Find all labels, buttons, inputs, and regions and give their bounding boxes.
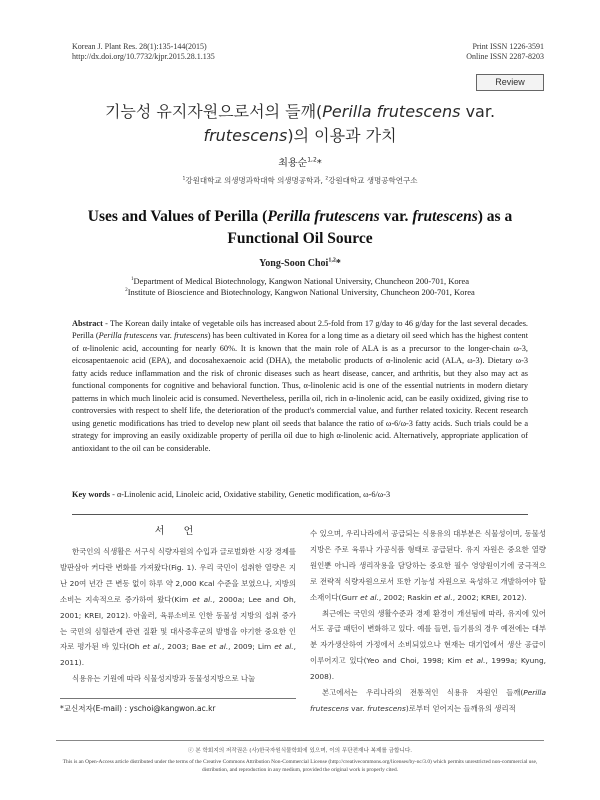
journal-header-left bbox=[72, 42, 215, 62]
english-aff1-line bbox=[70, 276, 530, 287]
right-p1-etal1: et al. bbox=[360, 592, 379, 602]
doi-link[interactable]: http://dx.doi.org/10.7732/kjpr.2015.28.1.135 bbox=[72, 52, 215, 61]
english-author-star: * bbox=[335, 258, 341, 269]
left-p1-etal2: et al. bbox=[142, 642, 162, 652]
journal-citation: Korean J. Plant Res. 28(1):135-144(2015) bbox=[72, 42, 207, 51]
english-author bbox=[0, 258, 600, 269]
right-paragraph-2 bbox=[310, 606, 546, 686]
left-p1-etal3: et al. bbox=[208, 642, 229, 652]
right-paragraph-3 bbox=[310, 685, 546, 717]
review-badge: Review bbox=[476, 74, 544, 91]
right-p3-species: Perilla frutescens bbox=[310, 688, 546, 713]
right-p3-a: 본고에서는 우리나라의 전통적인 식용유 자원인 들깨( bbox=[322, 688, 524, 698]
abstract-text-c: ) has been cultivated in Korea for a long time as a dietary oil seed which has the highest content of α-linolenic acid, accounting for nearly 60%. It is known that the main role of ALA is as a precursor to the longer-chain ω-3, eicosapentaenoic acid (EPA), and docosahexaenoic acid (DHA), the metabolic products of α-linolenic acid (ALA, ω-3). Dietary ω-3 fatty acids reduce inflammation and the risk of chronic diseases such as heart disease, cancer, and arthritis, but they also may act as functional components for cognitive and behavioral function. Thus, α-linolenic acid is one of the essential nutrients in modern dietary patterns in which much linoleic acid is consumed. Nevertheless, perilla oil, rich in α-linolenic acid, can be easily oxidized, giving rise to controversies with respect to shelf life, the deterioration of the product's commercial value, and further related toxicity. Recent research using genetic modifications has tried to develop new plant oil seeds that balance the ratio of ω-6/ω-3 fatty acids. Such trials could be a strategy for improving an easily oxidizable property of perilla oil due to high α-linolenic acid. Alternatively, appropriate application of antioxidant to the oil can be considerable. bbox=[72, 331, 528, 453]
license-notice: This is an Open-Access article distributed under the terms of the Creative Commons Attribution Non-Commercial License (http://creativecommons.org/licenses/by-nc/3.0) which permits unrestricted non-commercial use, distribution, and reproduction in any medium, provided the original work is properly cited. bbox=[62, 759, 538, 773]
right-p3-c: )로부터 얻어지는 들깨유의 생리적 bbox=[405, 703, 516, 713]
english-aff2: Institute of Bioscience and Biotechnology, Kangwon National University, Chuncheon 200-701, Korea bbox=[127, 287, 475, 297]
keywords bbox=[72, 489, 528, 501]
left-p1-e: , 2011). bbox=[60, 642, 296, 668]
english-aff2-line bbox=[70, 287, 530, 298]
footnote-divider bbox=[60, 698, 296, 699]
abstract-text-a: - The Korean daily intake of vegetable oils has increased about 2.5-fold from 17 g/day to 46 g/day for the last several decades. Perilla ( bbox=[72, 319, 528, 341]
english-title-text-3: ) as a Functional Oil Source bbox=[227, 208, 513, 247]
right-paragraph-1 bbox=[310, 526, 546, 606]
korean-title-text-1: 기능성 유지자원으로서의 들깨( bbox=[104, 102, 323, 121]
korean-author-name: 최용순 bbox=[278, 158, 308, 169]
right-p3-variety: frutescens bbox=[367, 703, 406, 713]
footnote-label: *교신저자(E-mail) : bbox=[60, 704, 130, 713]
english-affiliations bbox=[70, 276, 530, 298]
korean-title-variety: frutescens bbox=[203, 126, 288, 145]
print-issn: Print ISSN 1226-3591 bbox=[472, 42, 544, 51]
divider bbox=[72, 514, 528, 515]
keywords-label: Key words bbox=[72, 490, 111, 499]
korean-author-star: * bbox=[316, 158, 322, 169]
left-p1-etal1: et al. bbox=[192, 594, 213, 604]
right-p2-a: 최근에는 국민의 생활수준과 경제 환경이 개선됨에 따라, 유지에 있어서도 공급 패턴이 변화하고 있다. 예를 들면, 들기름의 경우 예전에는 대부분 자가생산하여 가정에서 소비되었으나 현재는 대기업에서 생산 공급이 이루어지고 있다(Yeo and Choi, 1998; Kim bbox=[310, 608, 546, 666]
abstract-label: Abstract bbox=[72, 319, 103, 328]
right-p1-c: , 2002; KREI, 2012). bbox=[452, 592, 527, 602]
right-p3-b: var. bbox=[348, 703, 368, 713]
english-title-text-2: var. bbox=[379, 208, 413, 225]
left-p1-b: , 2000a; Lee and Oh, 2001; KREI, 2012). 아울러, 육류소비로 인한 동물성 지방의 섭취 증가는 국민의 심혈관계 관련 질환 및 대사증후군의 발병을 야기한 중요한 인자로 평가된 바 있다(Oh bbox=[60, 594, 296, 652]
left-paragraph-1 bbox=[60, 544, 296, 671]
journal-header-right bbox=[466, 42, 544, 62]
english-title-text-1: Uses and Values of Perilla ( bbox=[87, 208, 268, 225]
korean-title bbox=[60, 100, 540, 148]
korean-author bbox=[0, 154, 600, 169]
abstract-variety: frutescens bbox=[174, 331, 208, 341]
left-paragraph-2: 식용유는 기원에 따라 식물성지방과 동물성지방으로 나눌 bbox=[72, 674, 256, 684]
english-aff1-num: 1 bbox=[130, 276, 134, 283]
right-p2-etal1: et al. bbox=[465, 656, 486, 666]
korean-author-sup: 1,2 bbox=[307, 156, 317, 164]
left-p1-d: , 2009; Lim bbox=[228, 642, 275, 652]
korean-title-text-3: )의 이용과 가치 bbox=[287, 126, 397, 145]
corresponding-email[interactable]: yschoi@kangwon.ac.kr bbox=[129, 704, 216, 713]
english-title bbox=[60, 206, 540, 250]
section-heading: 서 언 bbox=[154, 526, 202, 537]
korean-aff2-num: 2 bbox=[325, 176, 329, 182]
english-title-variety: frutescens bbox=[412, 208, 478, 225]
korean-affiliations bbox=[60, 175, 540, 186]
abstract-text-b: var. bbox=[157, 331, 175, 341]
keywords-text: - α-Linolenic acid, Linoleic acid, Oxidative stability, Genetic modification, ω-6/ω-3 bbox=[110, 490, 391, 499]
corresponding-author-footnote bbox=[60, 703, 296, 714]
left-p1-etal4: et al. bbox=[274, 642, 294, 652]
right-p1-etal2: et al. bbox=[433, 592, 453, 602]
left-p1-a: 한국인의 식생활은 서구식 식량자원의 수입과 글로벌화한 시장 경제를 발판삼아 커다란 변화를 가져왔다(Fig. 1). 우리 국민이 섭취한 열량은 지난 20여 년간 큰 변동 없이 하루 약 2,000 Kcal 수준을 보였으나, 지방의 소비는 지속적으로 증가하여 왔다(Kim bbox=[60, 547, 296, 604]
english-aff1: Department of Medical Biotechnology, Kangwon National University, Chuncheon 200-701, Korea bbox=[133, 276, 470, 286]
copyright-notice: ⓒ 본 학회지의 저작권은 (사)한국자원식물학회에 있으며, 이의 무단전재나 복제를 금합니다. bbox=[187, 748, 413, 754]
korean-title-text-2: var. bbox=[460, 102, 496, 121]
body-column-left bbox=[60, 544, 296, 687]
english-author-name: Yong-Soon Choi bbox=[259, 258, 329, 269]
abstract-species: Perilla frutescens bbox=[98, 331, 158, 341]
right-p1-b: , 2002; Raskin bbox=[378, 592, 434, 602]
english-author-sup: 1,2 bbox=[328, 257, 336, 264]
right-p1-a: 수 있으며, 우리나라에서 공급되는 식용유의 대부분은 식물성이며, 동물성 지방은 주로 육류나 가공식품 형태로 공급된다. 유지 자원은 중요한 열량원인뿐 아니라 생리작용을 담당하는 중요한 필수 영양원이기에 궁극적으로 전략적 식량자원으로서 또한 기능성 자원으로 육성하고 개발하여야 할 소재이다(Gurr bbox=[310, 529, 546, 602]
online-issn: Online ISSN 2287-8203 bbox=[466, 52, 544, 61]
korean-title-species: Perilla frutescens bbox=[322, 102, 461, 121]
body-column-right bbox=[310, 526, 546, 717]
right-p2-b: , 1999a; Kyung, 2008). bbox=[310, 656, 546, 682]
english-aff2-num: 2 bbox=[125, 287, 128, 294]
korean-aff1: 강원대학교 의생명과학대학 의생명공학과, bbox=[185, 176, 326, 185]
korean-aff1-num: 1 bbox=[182, 176, 186, 182]
korean-aff2: 강원대학교 생명공학연구소 bbox=[328, 176, 418, 185]
abstract bbox=[72, 318, 528, 455]
footer-divider bbox=[56, 740, 544, 741]
english-title-species: Perilla frutescens bbox=[267, 208, 380, 225]
left-p1-c: , 2003; Bae bbox=[161, 642, 209, 652]
